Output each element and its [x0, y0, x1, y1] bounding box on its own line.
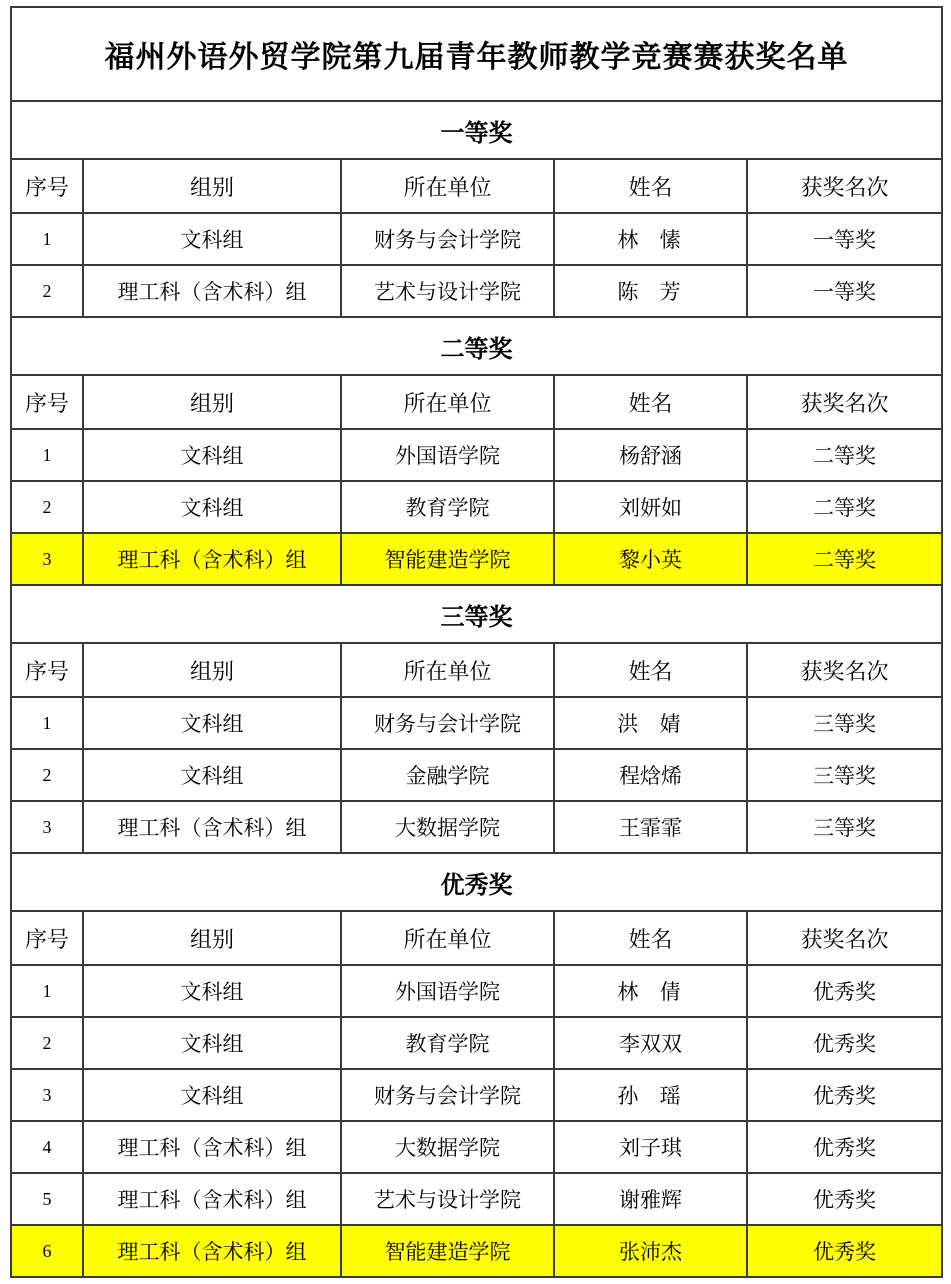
cell-unit: 艺术与设计学院: [341, 1173, 554, 1225]
column-header: 获奖名次: [747, 375, 942, 429]
cell-name: 王霏霏: [554, 801, 747, 853]
cell-name: 谢雅辉: [554, 1173, 747, 1225]
section-label: 一等奖: [11, 101, 942, 159]
cell-unit: 智能建造学院: [341, 533, 554, 585]
cell-serial-number: 2: [11, 1017, 83, 1069]
cell-serial-number: 1: [11, 697, 83, 749]
table-row: [11, 1173, 942, 1225]
cell-serial-number: 1: [11, 965, 83, 1017]
column-header-row: [11, 643, 942, 697]
cell-name: 林 愫: [554, 213, 747, 265]
cell-unit: 艺术与设计学院: [341, 265, 554, 317]
cell-group: 文科组: [83, 213, 341, 265]
cell-group: 文科组: [83, 429, 341, 481]
title-row: [11, 7, 942, 101]
column-header-row: [11, 375, 942, 429]
cell-serial-number: 3: [11, 1069, 83, 1121]
section-label: 三等奖: [11, 585, 942, 643]
table-row: [11, 697, 942, 749]
table-row: [11, 801, 942, 853]
column-header: 姓名: [554, 643, 747, 697]
table-row: [11, 265, 942, 317]
cell-group: 理工科（含术科）组: [83, 801, 341, 853]
cell-unit: 财务与会计学院: [341, 1069, 554, 1121]
column-header: 所在单位: [341, 159, 554, 213]
cell-group: 文科组: [83, 1069, 341, 1121]
cell-name: 洪 婧: [554, 697, 747, 749]
cell-unit: 智能建造学院: [341, 1225, 554, 1277]
column-header: 序号: [11, 911, 83, 965]
award-list-table: [10, 6, 943, 1278]
cell-name: 杨舒涵: [554, 429, 747, 481]
column-header: 所在单位: [341, 375, 554, 429]
cell-group: 文科组: [83, 697, 341, 749]
cell-serial-number: 1: [11, 213, 83, 265]
cell-group: 理工科（含术科）组: [83, 533, 341, 585]
cell-group: 文科组: [83, 965, 341, 1017]
column-header: 序号: [11, 159, 83, 213]
table-row: [11, 749, 942, 801]
table-row: [11, 1121, 942, 1173]
cell-name: 张沛杰: [554, 1225, 747, 1277]
section-label: 二等奖: [11, 317, 942, 375]
cell-name: 程焓烯: [554, 749, 747, 801]
table-row: [11, 429, 942, 481]
cell-name: 孙 瑶: [554, 1069, 747, 1121]
cell-unit: 外国语学院: [341, 965, 554, 1017]
cell-prize: 优秀奖: [747, 965, 942, 1017]
cell-prize: 优秀奖: [747, 1017, 942, 1069]
column-header: 姓名: [554, 159, 747, 213]
cell-prize: 一等奖: [747, 213, 942, 265]
cell-prize: 三等奖: [747, 801, 942, 853]
section-row: [11, 585, 942, 643]
table-row: [11, 533, 942, 585]
cell-serial-number: 3: [11, 801, 83, 853]
cell-unit: 外国语学院: [341, 429, 554, 481]
column-header: 序号: [11, 643, 83, 697]
cell-unit: 金融学院: [341, 749, 554, 801]
column-header: 组别: [83, 159, 341, 213]
column-header: 获奖名次: [747, 643, 942, 697]
cell-serial-number: 5: [11, 1173, 83, 1225]
cell-unit: 大数据学院: [341, 1121, 554, 1173]
column-header: 组别: [83, 643, 341, 697]
cell-serial-number: 2: [11, 749, 83, 801]
cell-serial-number: 4: [11, 1121, 83, 1173]
section-row: [11, 853, 942, 911]
column-header: 姓名: [554, 375, 747, 429]
cell-group: 理工科（含术科）组: [83, 1225, 341, 1277]
cell-group: 理工科（含术科）组: [83, 265, 341, 317]
cell-serial-number: 3: [11, 533, 83, 585]
cell-prize: 二等奖: [747, 481, 942, 533]
cell-prize: 三等奖: [747, 749, 942, 801]
table-row: [11, 965, 942, 1017]
table-row: [11, 1225, 942, 1277]
section-label: 优秀奖: [11, 853, 942, 911]
column-header: 姓名: [554, 911, 747, 965]
cell-prize: 优秀奖: [747, 1069, 942, 1121]
cell-group: 理工科（含术科）组: [83, 1173, 341, 1225]
cell-prize: 二等奖: [747, 533, 942, 585]
cell-prize: 一等奖: [747, 265, 942, 317]
column-header: 组别: [83, 375, 341, 429]
cell-prize: 二等奖: [747, 429, 942, 481]
column-header: 所在单位: [341, 643, 554, 697]
award-sections: [11, 101, 942, 1277]
column-header-row: [11, 911, 942, 965]
cell-unit: 大数据学院: [341, 801, 554, 853]
column-header: 获奖名次: [747, 911, 942, 965]
table-row: [11, 1017, 942, 1069]
cell-group: 文科组: [83, 1017, 341, 1069]
cell-name: 刘妍如: [554, 481, 747, 533]
cell-name: 刘子琪: [554, 1121, 747, 1173]
column-header: 获奖名次: [747, 159, 942, 213]
column-header: 所在单位: [341, 911, 554, 965]
cell-group: 文科组: [83, 749, 341, 801]
section-row: [11, 101, 942, 159]
cell-unit: 教育学院: [341, 1017, 554, 1069]
cell-serial-number: 2: [11, 265, 83, 317]
cell-name: 陈 芳: [554, 265, 747, 317]
column-header: 组别: [83, 911, 341, 965]
cell-serial-number: 1: [11, 429, 83, 481]
cell-unit: 财务与会计学院: [341, 697, 554, 749]
cell-prize: 优秀奖: [747, 1173, 942, 1225]
table-row: [11, 213, 942, 265]
cell-unit: 教育学院: [341, 481, 554, 533]
cell-name: 黎小英: [554, 533, 747, 585]
column-header: 序号: [11, 375, 83, 429]
column-header-row: [11, 159, 942, 213]
cell-prize: 优秀奖: [747, 1225, 942, 1277]
cell-prize: 三等奖: [747, 697, 942, 749]
cell-group: 文科组: [83, 481, 341, 533]
cell-group: 理工科（含术科）组: [83, 1121, 341, 1173]
cell-serial-number: 6: [11, 1225, 83, 1277]
document-title: 福州外语外贸学院第九届青年教师教学竞赛赛获奖名单: [11, 7, 942, 101]
section-row: [11, 317, 942, 375]
cell-prize: 优秀奖: [747, 1121, 942, 1173]
cell-unit: 财务与会计学院: [341, 213, 554, 265]
cell-serial-number: 2: [11, 481, 83, 533]
cell-name: 林 倩: [554, 965, 747, 1017]
award-table-body: [11, 7, 942, 101]
cell-name: 李双双: [554, 1017, 747, 1069]
table-row: [11, 481, 942, 533]
table-row: [11, 1069, 942, 1121]
